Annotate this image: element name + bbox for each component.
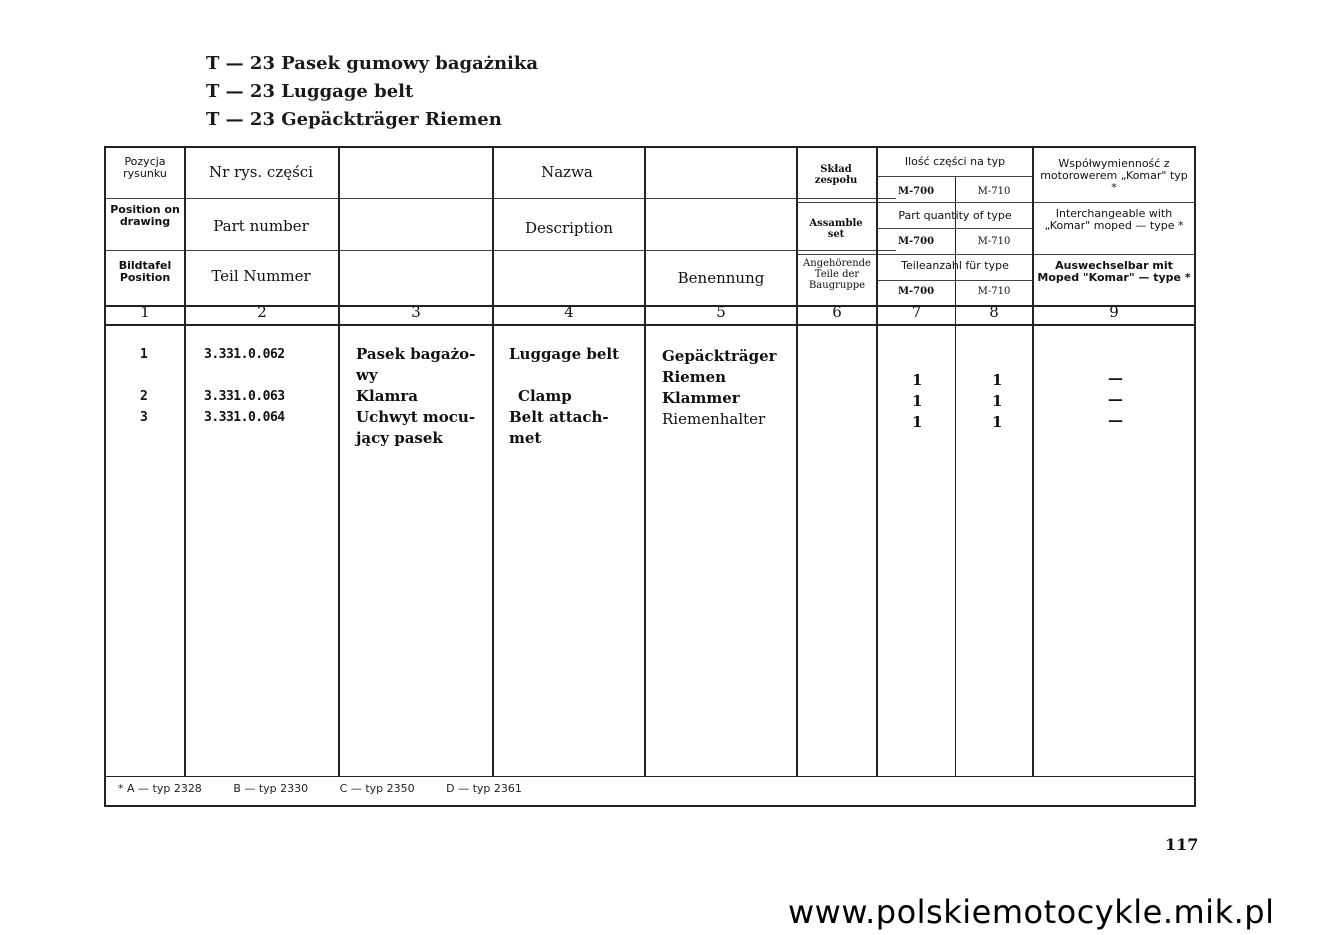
header-pos-en: Position on drawing bbox=[110, 203, 180, 228]
header-interch-en: Interchangeable with „Komar" moped — type * bbox=[1044, 207, 1184, 232]
colnum-5: 5 bbox=[716, 303, 726, 321]
footnote-c: C — typ 2350 bbox=[339, 782, 415, 795]
title-pl: T — 23 Pasek gumowy bagażnika bbox=[206, 53, 539, 74]
header-type-700-b: M-700 bbox=[897, 236, 935, 247]
row3-benennung: Riemenhalter bbox=[662, 410, 766, 428]
colnum-9: 9 bbox=[1109, 303, 1119, 321]
row1-nazwa: Pasek bagażo- wy bbox=[356, 345, 476, 384]
parts-table bbox=[104, 146, 1196, 807]
header-nazwa: Nazwa bbox=[541, 163, 593, 181]
watermark-url: www.polskiemotocykle.mik.pl bbox=[788, 893, 1275, 931]
colnum-4: 4 bbox=[564, 303, 574, 321]
page-number: 117 bbox=[1165, 835, 1199, 854]
header-set-en: Assamble set bbox=[809, 218, 863, 240]
row3-pos: 3 bbox=[140, 410, 148, 425]
footnote-a: * A — typ 2328 bbox=[118, 782, 202, 795]
page-titles bbox=[206, 50, 538, 134]
header-type-710-c: M-710 bbox=[977, 286, 1011, 297]
colnum-3: 3 bbox=[411, 303, 421, 321]
colnum-2: 2 bbox=[257, 303, 267, 321]
header-part-pl: Nr rys. części bbox=[208, 163, 314, 181]
row3-part: 3.331.0.064 bbox=[204, 410, 285, 425]
interch-row3: — bbox=[1108, 411, 1123, 429]
row1-pos: 1 bbox=[140, 347, 148, 362]
footnote-b: B — typ 2330 bbox=[233, 782, 309, 795]
colnum-6: 6 bbox=[832, 303, 842, 321]
header-qty-en: Part quantity of type bbox=[898, 209, 1012, 222]
header-benennung: Benennung bbox=[677, 269, 765, 287]
row1-part: 3.331.0.062 bbox=[204, 347, 285, 362]
interch-row2: — bbox=[1108, 390, 1123, 408]
header-qty-de: Teileanzahl für type bbox=[901, 259, 1009, 272]
row2-part: 3.331.0.063 bbox=[204, 389, 285, 404]
header-type-710-a: M-710 bbox=[977, 186, 1011, 197]
colnum-8: 8 bbox=[989, 303, 999, 321]
row1-benennung: Gepäckträger Riemen bbox=[662, 347, 777, 386]
header-pos-de: Bildtafel Position bbox=[118, 259, 172, 284]
row3-nazwa: Uchwyt mocu- jący pasek bbox=[356, 408, 476, 447]
row1-desc: Luggage belt bbox=[509, 345, 620, 363]
header-type-700-a: M-700 bbox=[897, 186, 935, 197]
header-type-700-c: M-700 bbox=[897, 286, 935, 297]
qty-710-line1: 1 bbox=[992, 371, 1003, 389]
footnote-d: D — typ 2361 bbox=[446, 782, 522, 795]
interch-line1: — bbox=[1108, 369, 1123, 387]
qty-710-row2: 1 bbox=[992, 392, 1003, 410]
colnum-1: 1 bbox=[140, 303, 150, 321]
row2-desc: Clamp bbox=[518, 387, 572, 405]
header-pos-pl: Pozycja rysunku bbox=[123, 155, 167, 180]
row3-desc: Belt attach- met bbox=[509, 408, 609, 447]
header-set-de: Angehörende Teile der Baugruppe bbox=[803, 258, 871, 291]
header-interch-de: Auswechselbar mit Moped "Komar" — type * bbox=[1037, 259, 1191, 284]
qty-700-row3: 1 bbox=[912, 413, 923, 431]
header-set-pl: Skład zespołu bbox=[814, 164, 858, 186]
qty-700-row2: 1 bbox=[912, 392, 923, 410]
header-part-de: Teil Nummer bbox=[211, 267, 311, 285]
footnote bbox=[118, 782, 550, 795]
row2-benennung: Klammer bbox=[662, 389, 740, 407]
header-part-en: Part number bbox=[213, 217, 309, 235]
row2-nazwa: Klamra bbox=[356, 387, 418, 405]
header-type-710-b: M-710 bbox=[977, 236, 1011, 247]
qty-710-row3: 1 bbox=[992, 413, 1003, 431]
title-de: T — 23 Gepäckträger Riemen bbox=[206, 109, 502, 130]
qty-700-line1: 1 bbox=[912, 371, 923, 389]
header-interch-pl: Współwymienność z motorowerem „Komar" typ * bbox=[1040, 157, 1188, 194]
header-qty-pl: Ilość części na typ bbox=[904, 155, 1006, 168]
title-en: T — 23 Luggage belt bbox=[206, 81, 414, 102]
row2-pos: 2 bbox=[140, 389, 148, 404]
colnum-7: 7 bbox=[911, 303, 922, 321]
header-description: Description bbox=[524, 219, 614, 237]
